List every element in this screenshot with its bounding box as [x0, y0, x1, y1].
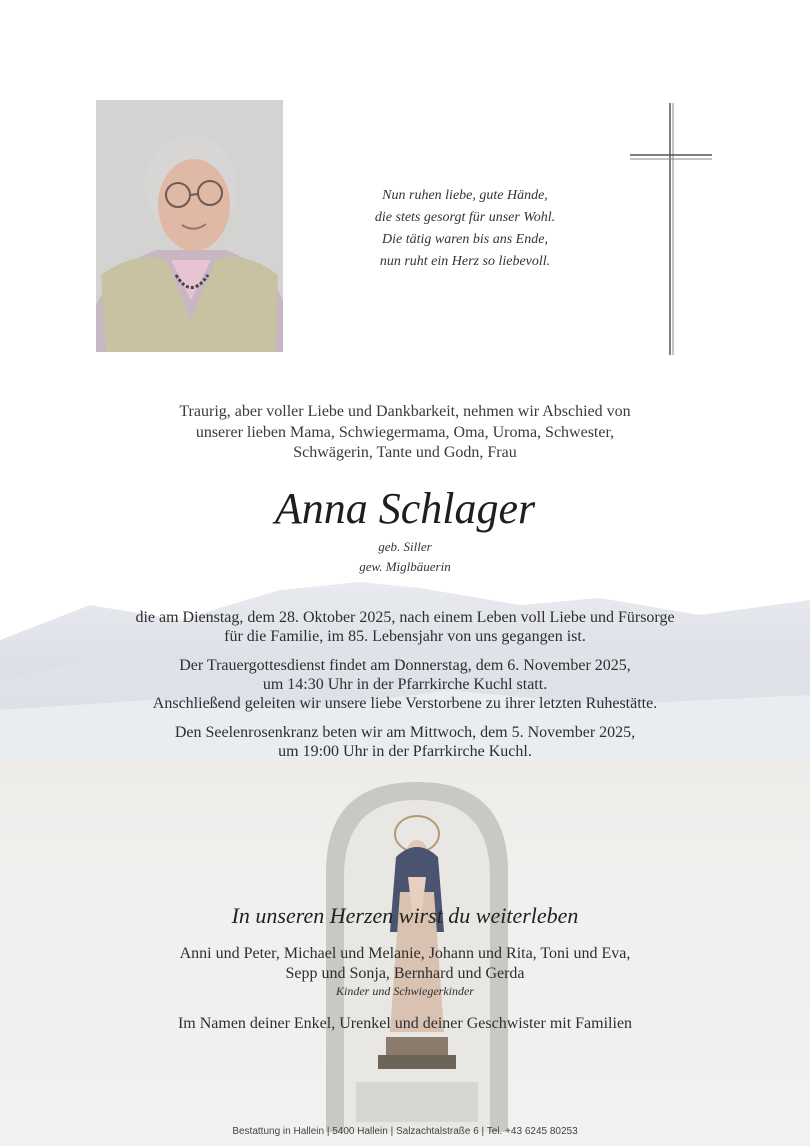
poem-line: nun ruht ein Herz so liebevoll.: [379, 254, 551, 269]
former-name: gew. Miglbäuerin: [359, 559, 451, 574]
poem-line: Nun ruhen liebe, gute Hände,: [382, 188, 548, 203]
name-details: [300, 537, 510, 577]
poem-line: Die tätig waren bis ans Ende,: [382, 232, 548, 247]
maiden-name: geb. Siller: [378, 539, 432, 554]
intro-line: Traurig, aber voller Liebe und Dankbarkeit, nehmen wir Abschied von: [179, 403, 631, 420]
family-list: [90, 944, 720, 1034]
text-line: um 14:30 Uhr in der Pfarrkirche Kuchl statt.: [262, 676, 548, 693]
portrait-image: [96, 100, 283, 352]
family-line: Sepp und Sonja, Bernhard und Gerda: [285, 965, 525, 982]
portrait-photo: [96, 100, 283, 352]
text-line: die am Dienstag, dem 28. Oktober 2025, nach einem Leben voll Liebe und Fürsorge: [135, 609, 675, 626]
poem-line: die stets gesorgt für unser Wohl.: [374, 210, 556, 225]
family-line: Anni und Peter, Michael und Melanie, Johann und Rita, Toni und Eva,: [179, 945, 631, 962]
deceased-name: Anna Schlager: [274, 484, 536, 533]
text-line: Anschließend geleiten wir unsere liebe Verstorbene zu ihrer letzten Ruhestätte.: [152, 695, 658, 712]
cross-icon: [630, 103, 712, 355]
text-line: Der Trauergottesdienst findet am Donnerstag, dem 6. November 2025,: [179, 657, 631, 674]
intro-line: Schwägerin, Tante und Godn, Frau: [293, 444, 517, 461]
motto: In unseren Herzen wirst du weiterleben: [231, 903, 579, 928]
funeral-home-footer: Bestattung in Hallein | 5400 Hallein | Salzachtalstraße 6 | Tel. +43 6245 80253: [232, 1126, 578, 1137]
family-line: Im Namen deiner Enkel, Urenkel und deiner Geschwister mit Familien: [177, 1015, 633, 1032]
text-line: Den Seelenrosenkranz beten wir am Mittwoch, dem 5. November 2025,: [174, 724, 636, 741]
poem: [300, 185, 630, 273]
text-line: für die Familie, im 85. Lebensjahr von uns gegangen ist.: [224, 628, 586, 645]
text-line: um 19:00 Uhr in der Pfarrkirche Kuchl.: [278, 743, 532, 760]
announcement-text: [70, 598, 740, 771]
intro-line: unserer lieben Mama, Schwiegermama, Oma, Uroma, Schwester,: [195, 423, 615, 441]
family-caption: Kinder und Schwiegerkinder: [336, 984, 474, 998]
intro-text: [80, 402, 730, 464]
